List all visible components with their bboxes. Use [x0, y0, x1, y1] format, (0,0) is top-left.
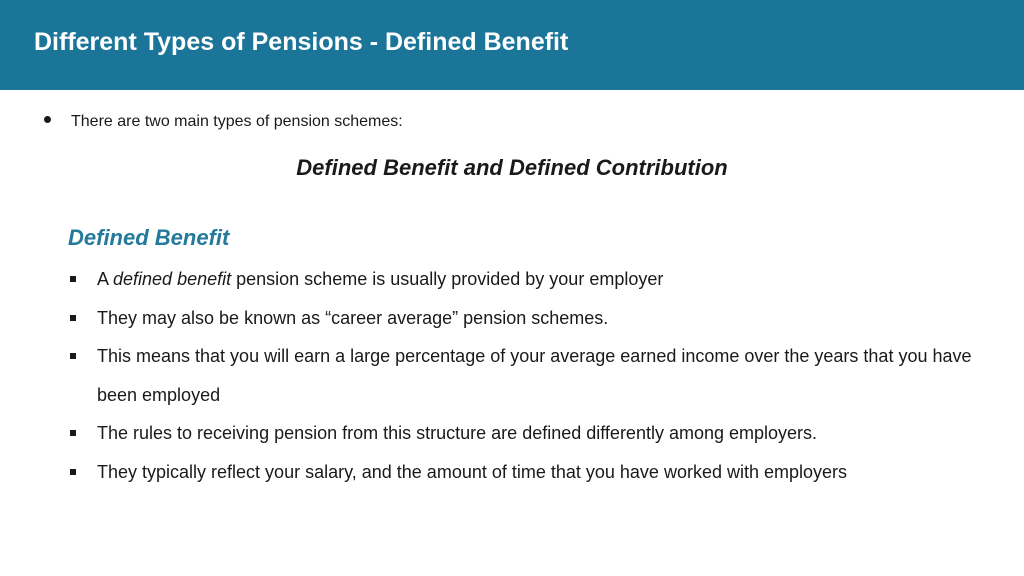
bullet-suffix: pension scheme is usually provided by your employer [231, 269, 664, 289]
square-bullet-icon [70, 430, 76, 436]
bullet-text: The rules to receiving pension from this structure are defined differently among employers. [97, 423, 818, 443]
bullet-item [68, 453, 988, 492]
bullet-list [68, 260, 988, 491]
bullet-item [68, 337, 988, 414]
section-heading: Defined Benefit [68, 225, 230, 250]
bullet-item [68, 414, 988, 453]
intro-line [44, 113, 403, 131]
round-bullet-icon [44, 116, 51, 123]
intro-text: There are two main types of pension schemes: [71, 113, 403, 130]
bullet-text: This means that you will earn a large percentage of your average earned income over the years that you have been employed [97, 346, 972, 405]
slide-subtitle: Defined Benefit and Defined Contribution [296, 155, 728, 180]
slide-title: Different Types of Pensions - Defined Benefit [34, 28, 569, 56]
bullet-item [68, 260, 988, 299]
square-bullet-icon [70, 469, 76, 475]
slide-header [0, 0, 1024, 90]
bullet-text: They typically reflect your salary, and the amount of time that you have worked with employers [97, 461, 848, 482]
bullet-text: They may also be known as “career average” pension schemes. [97, 307, 609, 328]
bullet-prefix: A [97, 269, 114, 289]
bullet-emphasis: defined benefit [113, 269, 232, 289]
bullet-item [68, 299, 988, 338]
square-bullet-icon [70, 315, 76, 321]
square-bullet-icon [70, 353, 76, 359]
square-bullet-icon [70, 276, 76, 282]
